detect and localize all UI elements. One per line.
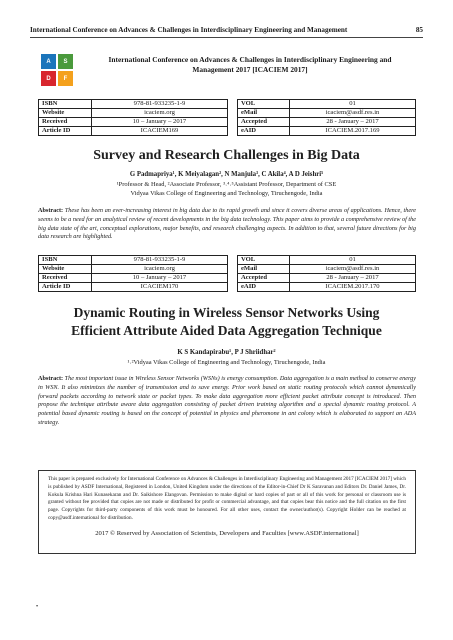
isbn-value: 978-81-933235-1-9 bbox=[92, 256, 228, 265]
article-id-label: Article ID bbox=[39, 283, 92, 292]
affiliation-line2: Vidyaa Vikas College of Engineering and Technology, Tiruchengode, India bbox=[130, 189, 323, 197]
table-gap bbox=[228, 256, 238, 265]
eaid-value: ICACIEM.2017.169 bbox=[290, 127, 416, 136]
isbn-value: 978-81-933235-1-9 bbox=[92, 100, 228, 109]
received-value: 10 – January – 2017 bbox=[92, 274, 228, 283]
article-id-label: Article ID bbox=[39, 127, 92, 136]
table-gap bbox=[228, 109, 238, 118]
received-label: Received bbox=[39, 118, 92, 127]
page-mark: • bbox=[36, 604, 39, 610]
eaid-label: eAID bbox=[238, 283, 290, 292]
isbn-label: ISBN bbox=[39, 256, 92, 265]
accepted-label: Accepted bbox=[238, 118, 290, 127]
vol-value: 01 bbox=[290, 100, 416, 109]
table-gap bbox=[228, 118, 238, 127]
running-header-title: International Conference on Advances & Challenges in Interdisciplinary Engineering and Management bbox=[30, 26, 348, 34]
copyright-line: 2017 © Reserved by Association of Scientists, Developers and Faculties [www.ASDF.international] bbox=[95, 529, 359, 537]
eaid-label: eAID bbox=[238, 127, 290, 136]
table-row bbox=[39, 127, 416, 136]
conference-banner-line1: International Conference on Advances & Challenges in Interdisciplinary Engineering and bbox=[108, 55, 392, 64]
table-row bbox=[39, 265, 416, 274]
isbn-label: ISBN bbox=[39, 100, 92, 109]
affiliation-line1: ¹Professor & Head, ²Associate Professor, ³˒⁴˒⁵Assistant Professor, Department of CSE bbox=[116, 181, 337, 188]
website-value[interactable]: icaciem.org bbox=[92, 265, 228, 274]
paper-abstract-1 bbox=[38, 207, 416, 242]
table-gap bbox=[228, 127, 238, 136]
notice-text: This paper is prepared exclusively for International Conference on Advances & Challenges in Interdisciplinary Engineering and Management 2017 [ICACIEM 2017] which is published by ASDF International, Registered in London, United Kingdom under the directions of the Editor-in-Chief Dr K Saravanan and Editors Dr. Daniel James, Dr. Kokula Krishna Hari Kunasekaran and Dr. Saikishore Elangovan. Permission to make digital or hard copies of part or all of this work for personal or classroom use is granted without fee provided that copies are not made or distributed for profit or commercial advantage, and that copies bear this notice and the full citation on the first page. Copyrights for third-party components of this work must be honoured. For all other uses, contact the owner/author(s). Copyright Holder can be reached at copy@asdf.international for distribution. bbox=[48, 476, 406, 521]
table-row bbox=[39, 118, 416, 127]
table-row bbox=[39, 109, 416, 118]
abstract-label: Abstract: bbox=[38, 375, 64, 382]
received-value: 10 – January – 2017 bbox=[92, 118, 228, 127]
abstract-label: Abstract: bbox=[38, 207, 64, 214]
vol-label: VOL bbox=[238, 256, 290, 265]
table-gap bbox=[228, 265, 238, 274]
table-row bbox=[39, 256, 416, 265]
email-value[interactable]: icaciem@asdf.res.in bbox=[290, 265, 416, 274]
eaid-value: ICACIEM.2017.170 bbox=[290, 283, 416, 292]
article-id-value: ICACIEM169 bbox=[92, 127, 228, 136]
table-row bbox=[39, 283, 416, 292]
email-label: eMail bbox=[238, 265, 290, 274]
email-value[interactable]: icaciem@asdf.res.in bbox=[290, 109, 416, 118]
received-label: Received bbox=[39, 274, 92, 283]
conference-banner-line2: Management 2017 [ICACIEM 2017] bbox=[192, 64, 308, 74]
table-gap bbox=[228, 100, 238, 109]
article-info-table-1 bbox=[38, 99, 416, 136]
paper-authors-2: K S Kandapirabu¹, P J Shriidhar² bbox=[177, 349, 276, 356]
abstract-text: The most important issue in Wireless Sensor Networks (WSNs) is energy consumption. Data aggregation is a main method to conserve energy in WSN. It also minimizes the number of transmission and to save energy. Prior work based on static routing protocols which cannot dynamically forward packets according to network state or packet types. To make data aggregation more efficient packet attribute concept is introduced. Then propose the technique attribute aware data aggregation consisting of packet driven training algorithm and a special dynamic routing protocol. A potential based dynamic routing is based on the concept of potential in physics and pheromone in ant colony which is elaborated to support an ADA strategy. bbox=[38, 375, 416, 426]
paper-title-2-line1: Dynamic Routing in Wireless Sensor Networks Using bbox=[73, 305, 380, 320]
paper-authors-1: G Padmapriya¹, K Meiyalagan², N Manjula³, C Akila⁴, A D Jeishri⁵ bbox=[129, 171, 324, 178]
conference-banner bbox=[100, 55, 400, 75]
logo-letter-a: A bbox=[41, 54, 56, 69]
logo-letter-d: D bbox=[41, 71, 56, 86]
vol-label: VOL bbox=[238, 100, 290, 109]
vol-value: 01 bbox=[290, 256, 416, 265]
accepted-value: 28 - January – 2017 bbox=[290, 274, 416, 283]
asdf-logo bbox=[41, 54, 73, 86]
email-label: eMail bbox=[238, 109, 290, 118]
header-divider bbox=[30, 37, 423, 38]
paper-title-2 bbox=[30, 304, 423, 339]
website-label: Website bbox=[39, 265, 92, 274]
accepted-label: Accepted bbox=[238, 274, 290, 283]
paper-affiliation-2: ¹˒²Vidyaa Vikas College of Engineering and Technology, Tiruchengode, India bbox=[127, 359, 326, 366]
table-gap bbox=[228, 274, 238, 283]
logo-letter-s: S bbox=[58, 54, 73, 69]
paper-title-2-line2: Efficient Attribute Aided Data Aggregation Technique bbox=[71, 322, 382, 338]
table-row bbox=[39, 274, 416, 283]
paper-affiliation-1 bbox=[30, 181, 423, 199]
article-id-value: ICACIEM170 bbox=[92, 283, 228, 292]
website-label: Website bbox=[39, 109, 92, 118]
paper-title-1: Survey and Research Challenges in Big Data bbox=[93, 148, 360, 163]
accepted-value: 28 - January – 2017 bbox=[290, 118, 416, 127]
abstract-text: These has been an ever-increasing interest in big data due to its rapid growth and since it covers diverse areas of applications. Hence, there seems to be a need for an analytical review of recent developments in the big data technology. This paper aims to provide a comprehensive review of the big data state of the art, conceptual explorations, major benefits, and research challenging aspects. In addition to that, several future directions for big data research are highlighted. bbox=[38, 207, 417, 241]
website-value[interactable]: icaciem.org bbox=[92, 109, 228, 118]
copyright-notice-box bbox=[38, 470, 416, 554]
running-header bbox=[30, 26, 423, 34]
table-gap bbox=[228, 283, 238, 292]
table-row bbox=[39, 100, 416, 109]
logo-letter-f: F bbox=[58, 71, 73, 86]
page-number: 85 bbox=[415, 26, 423, 34]
paper-abstract-2 bbox=[38, 375, 416, 428]
article-info-table-2 bbox=[38, 255, 416, 292]
